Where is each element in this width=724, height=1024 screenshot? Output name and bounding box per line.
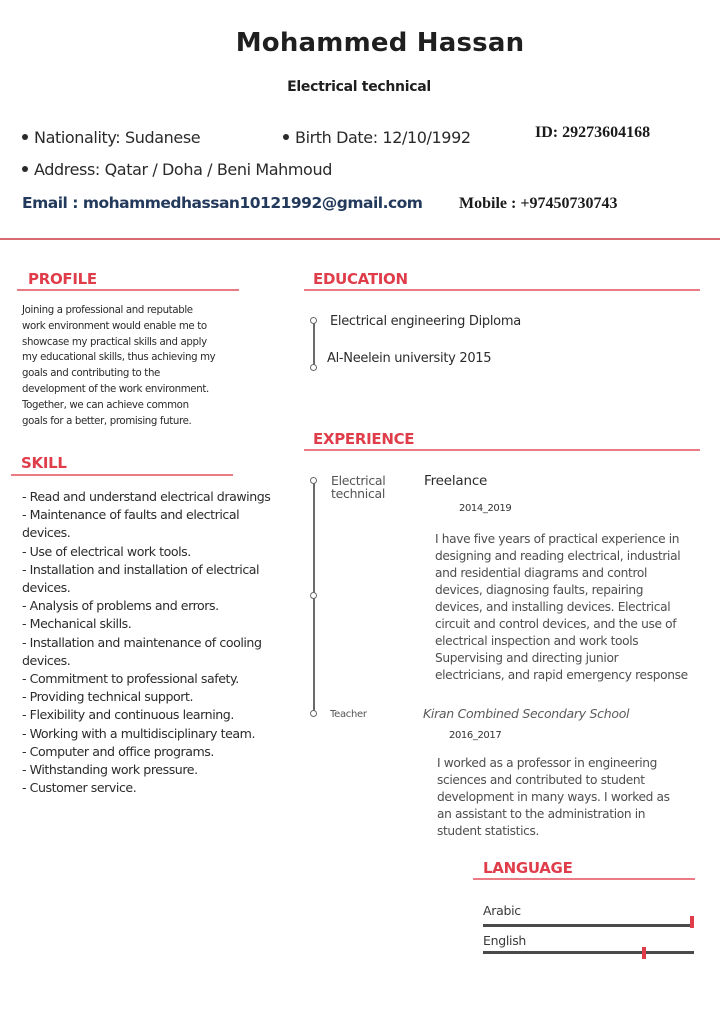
description-line: I have five years of practical experience in: [435, 532, 680, 546]
description-line: designing and reading electrical, industrial: [435, 549, 681, 563]
language-bar-arabic: [483, 924, 694, 927]
description-line: electrical inspection and work tools: [435, 634, 639, 648]
role-line: Electrical: [331, 473, 386, 488]
skill-item: - Computer and office programs.: [22, 743, 214, 759]
birth-date-item: [283, 128, 471, 147]
skill-item: - Installation and maintenance of cooling: [22, 634, 262, 650]
role-line: technical: [331, 486, 386, 501]
timeline-node-icon: [310, 710, 317, 717]
bullet-icon: [22, 166, 28, 172]
timeline-node-icon: [310, 477, 317, 484]
language-underline: [473, 878, 695, 880]
description-line: an assistant to the administration in: [437, 807, 646, 821]
education-school: Al-Neelein university 2015: [327, 351, 492, 366]
description-line: development in many ways. I worked as: [437, 790, 670, 804]
experience-company: Freelance: [424, 473, 488, 489]
skill-item: - Commitment to professional safety.: [22, 671, 239, 687]
nationality-text: Nationality: Sudanese: [34, 128, 201, 147]
mobile-number: Mobile : +97450730743: [459, 195, 618, 212]
experience-description: [435, 531, 720, 684]
timeline-node-icon: [310, 364, 317, 371]
experience-dates: 2014_2019: [459, 503, 512, 514]
skill-item: devices.: [22, 525, 71, 541]
education-underline: [304, 289, 700, 291]
profile-line: Joining a professional and reputable: [22, 305, 193, 316]
skill-item: - Read and understand electrical drawings: [22, 489, 271, 504]
skill-item: - Mechanical skills.: [22, 616, 132, 632]
description-line: electricians, and rapid emergency response: [435, 668, 688, 682]
description-line: devices, and installing devices. Electrical: [435, 600, 671, 614]
id-number: ID: 29273604168: [535, 124, 651, 141]
timeline-node-icon: [310, 317, 317, 324]
education-timeline: [313, 320, 315, 367]
description-line: Supervising and directing junior: [435, 651, 619, 665]
header-divider: [0, 238, 720, 240]
language-level-marker-english: [642, 947, 646, 959]
language-bar-english: [483, 951, 694, 954]
bullet-icon: [22, 134, 28, 140]
language-heading: LANGUAGE: [483, 859, 573, 877]
bullet-icon: [283, 134, 289, 140]
candidate-name: Mohammed Hassan: [235, 28, 525, 58]
skill-underline: [11, 474, 233, 476]
experience-heading: EXPERIENCE: [313, 430, 415, 448]
skill-item: - Flexibility and continuous learning.: [22, 707, 234, 723]
skill-item: - Use of electrical work tools.: [22, 543, 191, 559]
education-degree: Electrical engineering Diploma: [330, 314, 521, 329]
experience-underline: [304, 449, 700, 451]
description-line: student statistics.: [437, 824, 540, 838]
description-line: and residential diagrams and control: [435, 566, 647, 580]
profile-heading: PROFILE: [28, 270, 97, 288]
profile-line: work environment would enable me to: [22, 320, 207, 332]
profile-line: development of the work environment.: [22, 383, 209, 395]
skill-item: - Analysis of problems and errors.: [22, 598, 219, 614]
nationality-item: [22, 128, 200, 147]
skill-heading: SKILL: [21, 454, 67, 472]
skill-item: devices.: [22, 652, 71, 668]
profile-underline: [17, 289, 239, 291]
email-link[interactable]: Email : mohammedhassan10121992@gmail.com: [22, 194, 423, 212]
skill-item: - Customer service.: [22, 780, 137, 796]
language-label-english: English: [483, 933, 527, 948]
language-level-marker-arabic: [690, 916, 694, 928]
experience-description: [437, 755, 717, 840]
experience-role: [331, 474, 385, 500]
experience-company: Kiran Combined Secondary School: [423, 706, 630, 721]
profile-line: showcase my practical skills and apply: [22, 336, 207, 348]
skill-item: devices.: [22, 580, 71, 596]
skill-list: [22, 488, 307, 797]
job-title: Electrical technical: [287, 79, 431, 95]
profile-line: goals and contributing to the: [22, 368, 160, 380]
description-line: devices, diagnosing faults, repairing: [435, 583, 644, 597]
skill-item: - Working with a multidisciplinary team.: [22, 725, 256, 741]
education-heading: EDUCATION: [313, 270, 408, 288]
description-line: sciences and contributed to student: [437, 773, 645, 787]
description-line: I worked as a professor in engineering: [437, 756, 658, 770]
timeline-node-icon: [310, 592, 317, 599]
profile-line: Together, we can achieve common: [22, 399, 189, 411]
address-item: [22, 160, 332, 179]
skill-item: - Providing technical support.: [22, 689, 194, 705]
address-text: Address: Qatar / Doha / Beni Mahmoud: [34, 160, 332, 179]
experience-role: Teacher: [330, 709, 367, 720]
skill-item: - Installation and installation of electrical: [22, 561, 260, 577]
profile-line: goals for a better, promising future.: [22, 415, 192, 427]
language-label-arabic: Arabic: [483, 903, 521, 918]
profile-line: my educational skills, thus achieving my: [22, 352, 216, 364]
experience-dates: 2016_2017: [449, 730, 502, 741]
skill-item: - Withstanding work pressure.: [22, 762, 198, 778]
description-line: circuit and control devices, and the use of: [435, 617, 677, 631]
skill-item: - Maintenance of faults and electrical: [22, 507, 240, 523]
birth-date-text: Birth Date: 12/10/1992: [295, 128, 471, 147]
profile-text: [22, 303, 262, 429]
